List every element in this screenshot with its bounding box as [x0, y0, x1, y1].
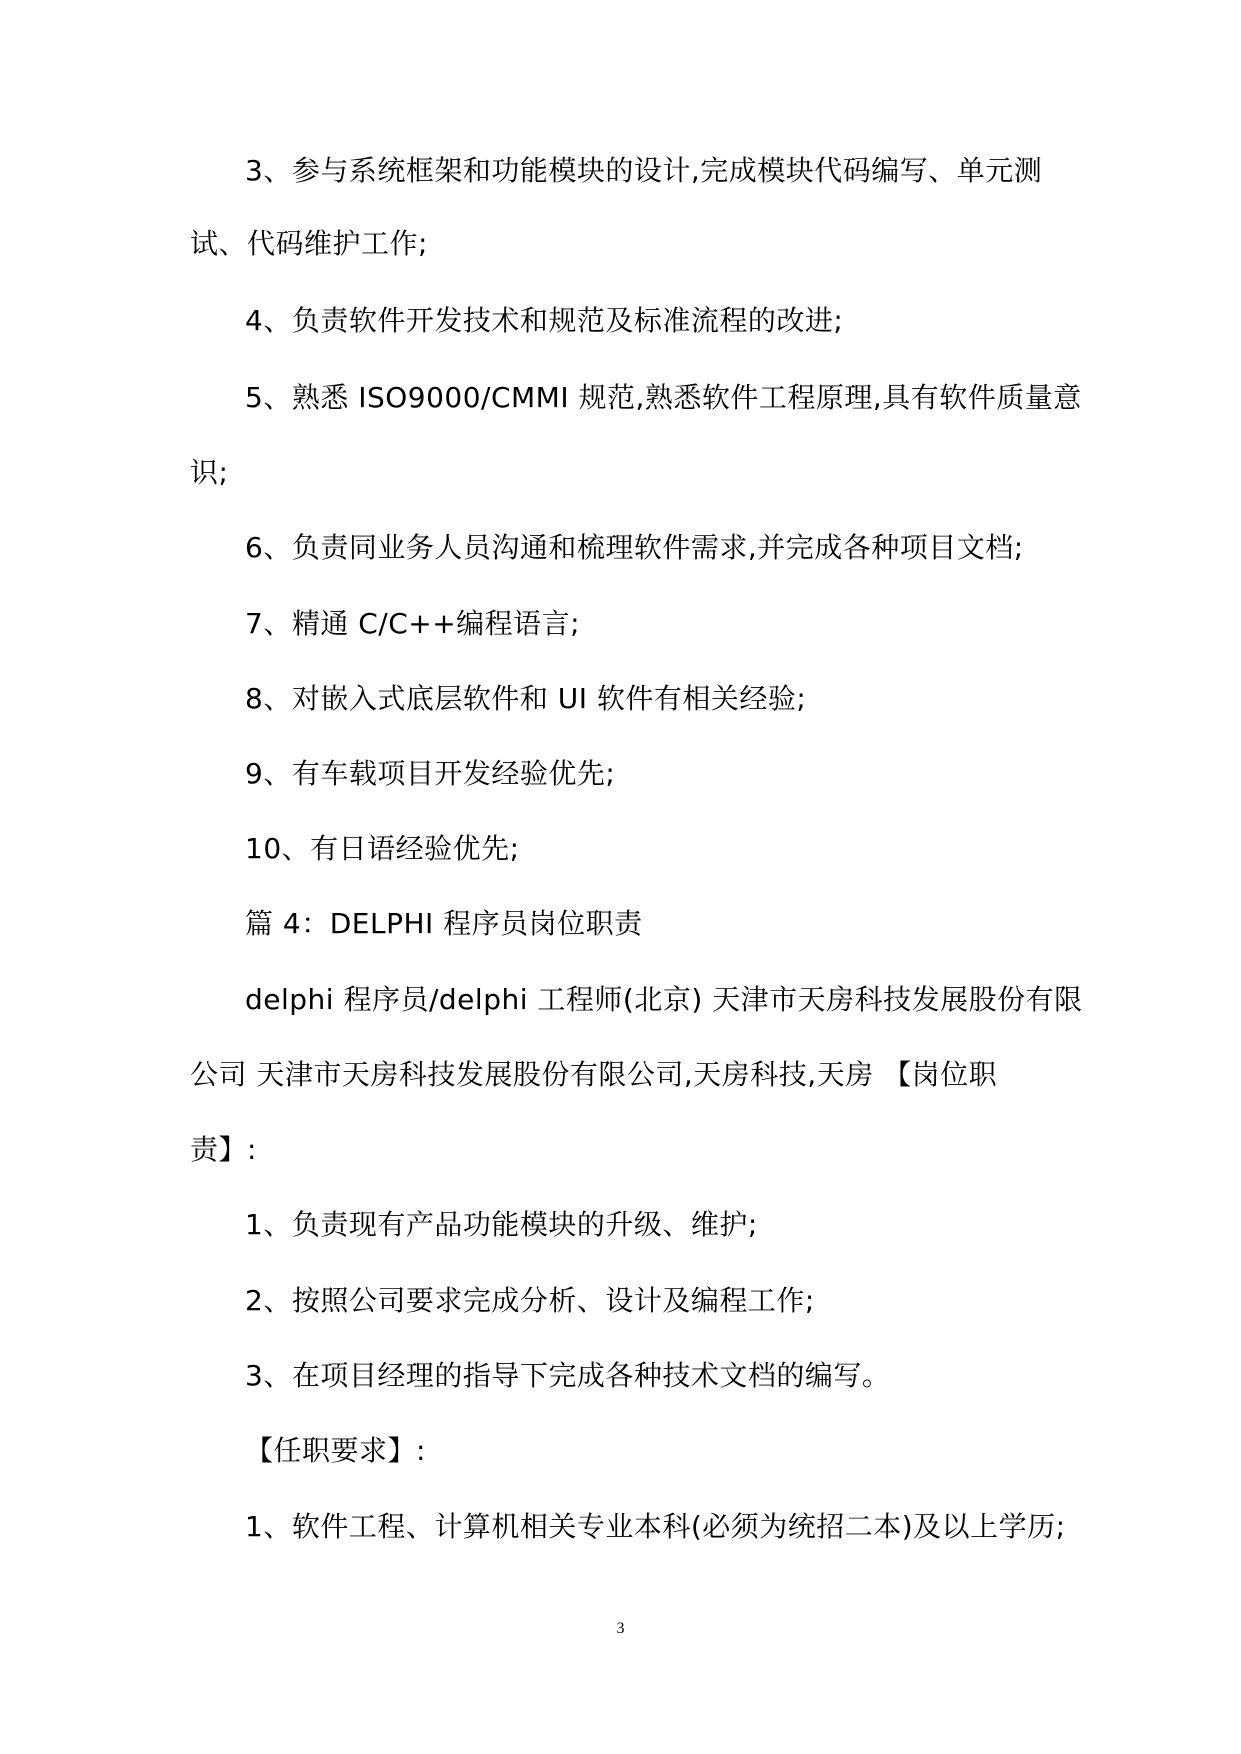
paragraph-line: 7、精通 C/C++编程语言; [245, 607, 581, 640]
paragraph-line: 识; [190, 456, 229, 489]
section-heading: 篇 4：DELPHI 程序员岗位职责 [245, 907, 643, 940]
paragraph-line: 9、有车载项目开发经验优先; [245, 757, 616, 790]
paragraph-line: 10、有日语经验优先; [245, 832, 520, 865]
paragraph-line: 4、负责软件开发技术和规范及标准流程的改进; [245, 304, 844, 337]
subheading: 【任职要求】: [245, 1434, 426, 1467]
paragraph-line: 试、代码维护工作; [190, 227, 428, 260]
paragraph-line: 2、按照公司要求完成分析、设计及编程工作; [245, 1284, 815, 1317]
paragraph-line: 1、负责现有产品功能模块的升级、维护; [245, 1208, 758, 1241]
paragraph-line: 8、对嵌入式底层软件和 UI 软件有相关经验; [245, 682, 807, 715]
paragraph-line: 3、参与系统框架和功能模块的设计,完成模块代码编写、单元测 [245, 154, 1043, 187]
paragraph-line: delphi 程序员/delphi 工程师(北京) 天津市天房科技发展股份有限 [245, 983, 1083, 1016]
paragraph-line: 1、软件工程、计算机相关专业本科(必须为统招二本)及以上学历; [245, 1510, 1066, 1543]
paragraph-line: 6、负责同业务人员沟通和梳理软件需求,并完成各种项目文档; [245, 531, 1024, 564]
paragraph-line: 责】: [190, 1133, 257, 1166]
paragraph-line: 3、在项目经理的指导下完成各种技术文档的编写。 [245, 1359, 891, 1392]
page-number: 3 [616, 1620, 625, 1637]
paragraph-line: 公司 天津市天房科技发展股份有限公司,天房科技,天房 【岗位职 [190, 1058, 998, 1091]
paragraph-line: 5、熟悉 ISO9000/CMMI 规范,熟悉软件工程原理,具有软件质量意 [245, 381, 1082, 414]
